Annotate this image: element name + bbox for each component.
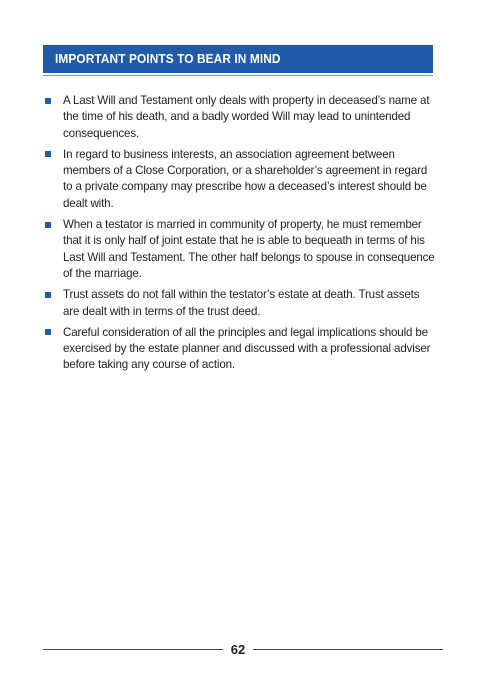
list-item — [43, 93, 438, 142]
header-divider — [43, 75, 433, 76]
square-bullet-icon — [45, 329, 51, 335]
list-item — [43, 147, 438, 212]
page-footer — [43, 641, 443, 659]
list-item — [43, 217, 438, 282]
list-item — [43, 287, 438, 320]
points-list — [43, 93, 438, 379]
page-number: 62 — [230, 642, 246, 657]
section-title: IMPORTANT POINTS TO BEAR IN MIND — [55, 52, 281, 66]
footer-rule-left — [43, 649, 223, 650]
square-bullet-icon — [45, 292, 51, 298]
square-bullet-icon — [45, 222, 51, 228]
point-text: Careful consideration of all the principles and legal implications should be exercised by the estate planner and discussed with a professional adviser before taking any course of action. — [63, 325, 431, 372]
square-bullet-icon — [45, 151, 51, 157]
square-bullet-icon — [45, 98, 51, 104]
section-header — [43, 45, 433, 73]
point-text: In regard to business interests, an association agreement between members of a Close Corporation, or a shareholder’s agreement in regard to a private company may prescribe how a deceased’s interest should be dealt with. — [63, 147, 428, 210]
point-text: When a testator is married in community of property, he must remember that it is only half of joint estate that he is able to bequeath in terms of his Last Will and Testament. The other half belongs to spouse in consequence of the marriage. — [63, 218, 435, 280]
point-text: Trust assets do not fall within the testator’s estate at death. Trust assets are dealt with in terms of the trust deed. — [63, 288, 420, 318]
point-text: A Last Will and Testament only deals with property in deceased’s name at the time of his death, and a badly worded Will may lead to unintended consequences. — [63, 94, 430, 140]
list-item — [43, 325, 438, 374]
footer-rule-right — [253, 649, 443, 650]
